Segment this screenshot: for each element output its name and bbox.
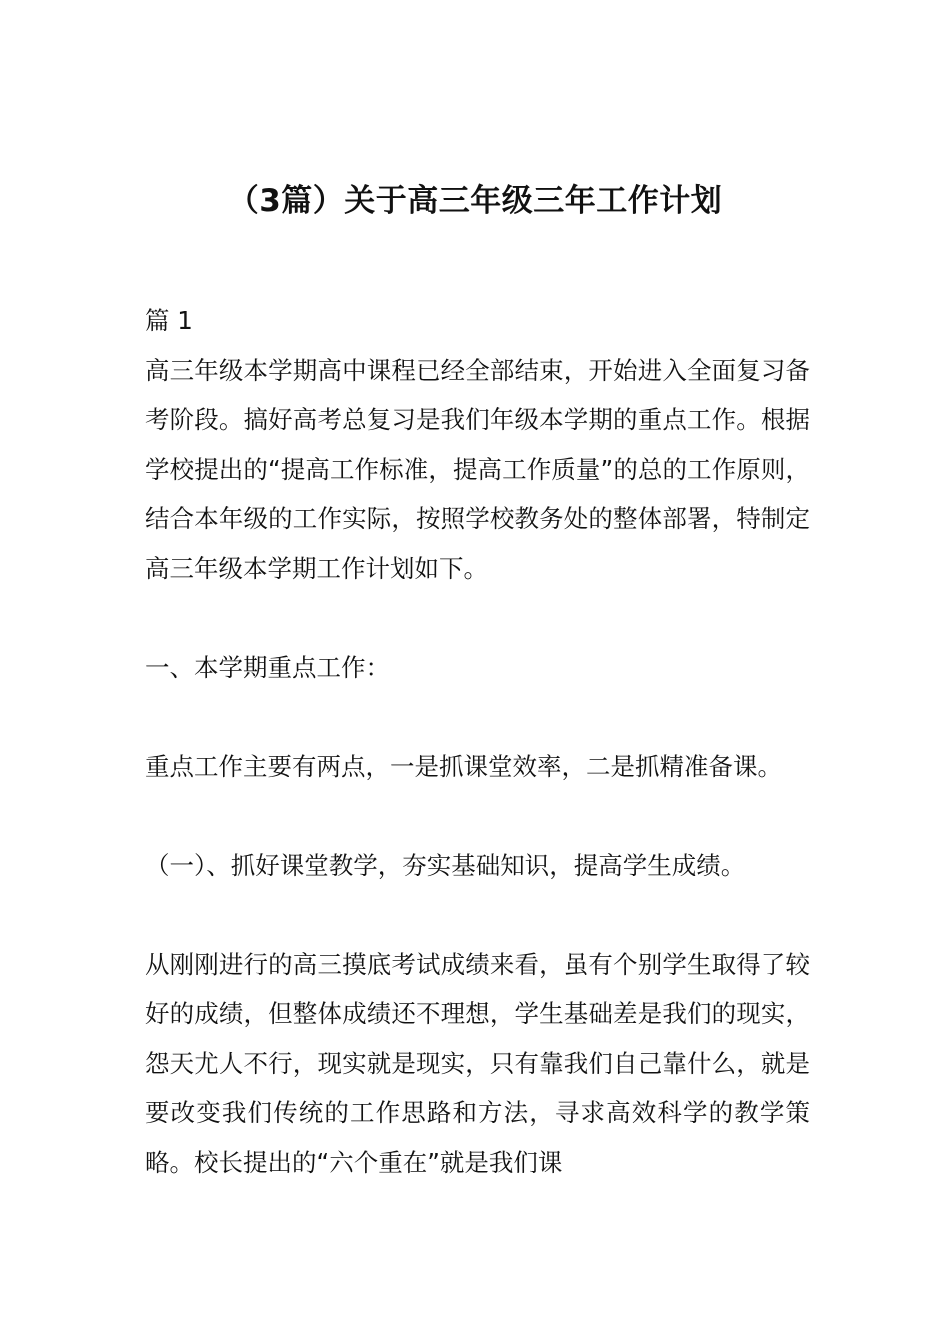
subheading-classroom-teaching: （一）、抓好课堂教学，夯实基础知识，提高学生成绩。 [145, 850, 746, 880]
paragraph-key-points: 重点工作主要有两点，一是抓课堂效率，二是抓精准备课。 [145, 751, 782, 781]
heading-key-work: 一、本学期重点工作： [145, 652, 390, 682]
section-label: 篇 1 [145, 306, 193, 335]
paragraph-exam-analysis: 从刚刚进行的高三摸底考试成绩来看，虽有个别学生取得了较好的成绩，但整体成绩还不理想，学生基础差是我们的现实，怨天尤人不行，现实就是现实，只有靠我们自己靠什么，就是要改变我们传统的工作思路和方法，寻求高效科学的教学策略。校长提出的“六个重在”就是我们课 [145, 949, 810, 1177]
document-body [145, 296, 810, 1187]
paragraph-intro: 高三年级本学期高中课程已经全部结束，开始进入全面复习备考阶段。搞好高考总复习是我们年级本学期的重点工作。根据学校提出的“提高工作标准，提高工作质量”的总的工作原则，结合本年级的工作实际，按照学校教务处的整体部署，特制定高三年级本学期工作计划如下。 [145, 355, 810, 583]
document-title: （3篇）关于高三年级三年工作计划 [227, 182, 723, 219]
